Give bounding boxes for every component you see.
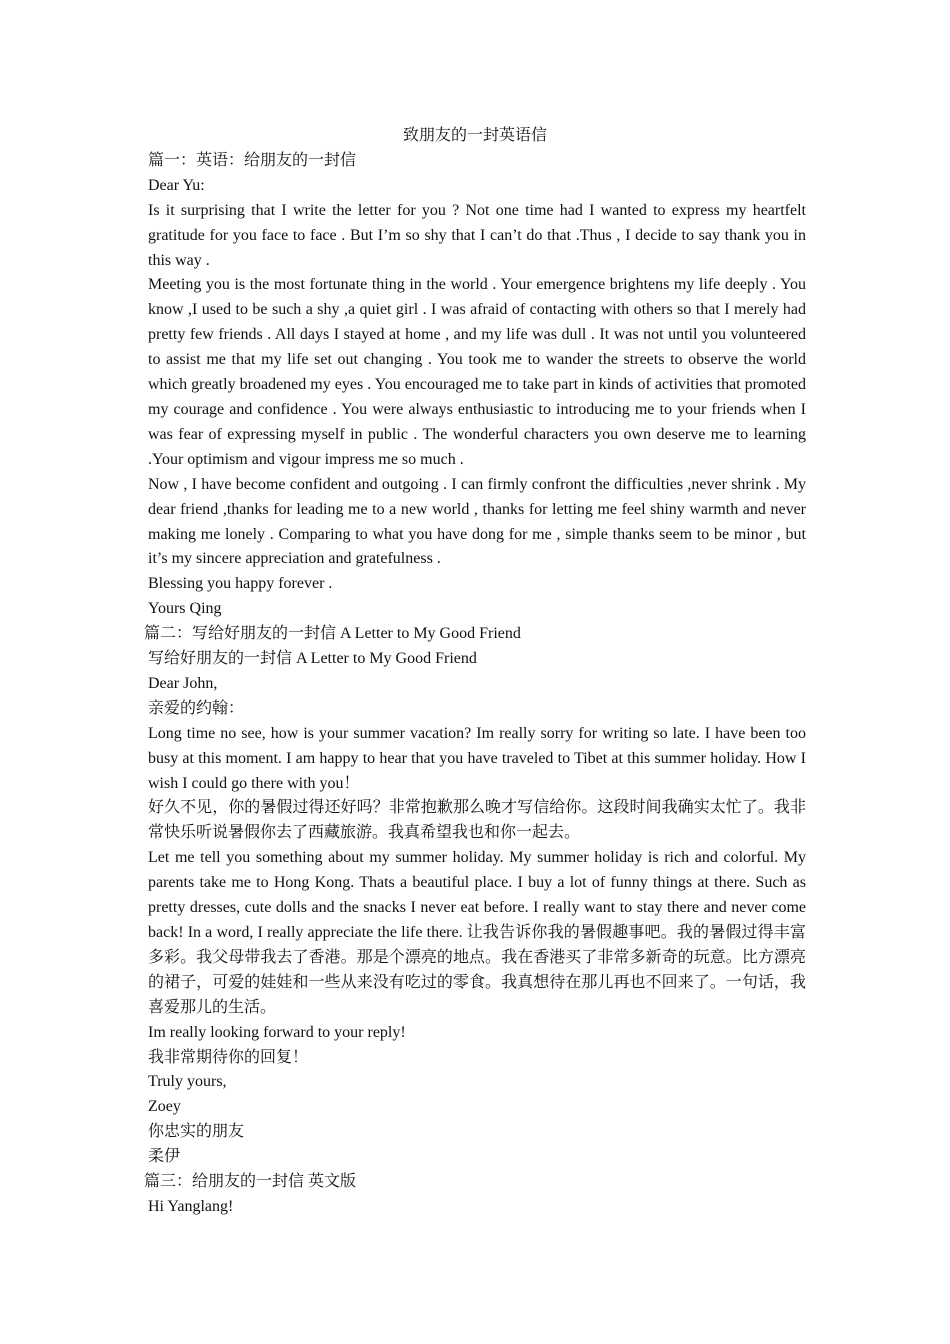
- body-line: Hi Yanglang!: [148, 1197, 234, 1215]
- body-line: Truly yours,: [148, 1073, 227, 1091]
- body-line: 亲爱的约翰：: [148, 699, 245, 717]
- body-line: 篇二：写给好朋友的一封信 A Letter to My Good Friend: [144, 625, 521, 643]
- body-line: Im really looking forward to your reply!: [148, 1023, 406, 1041]
- body-line: 我非常期待你的回复！: [148, 1048, 309, 1066]
- body-line: Zoey: [148, 1098, 181, 1116]
- body-line: 篇三：给朋友的一封信 英文版: [144, 1173, 357, 1191]
- body-line: 写给好朋友的一封信 A Letter to My Good Friend: [148, 650, 477, 668]
- body-line: 柔伊: [148, 1148, 181, 1166]
- body-paragraph: 好久不见，你的暑假过得还好吗？非常抱歉那么晚才写信给你。这段时间我确实太忙了。我非常快乐听说暑假你去了西藏旅游。我真希望我也和你一起去。: [148, 799, 806, 842]
- body-paragraph: Is it surprising that I write the letter for you ? Not one time had I wanted to express my heartfelt gratitude for you face to face . But I’m so shy that I can’t do that .Thus , I decide to say thank you in this way .: [148, 201, 806, 269]
- body-paragraph: Long time no see, how is your summer vacation? Im really sorry for writing so late. I have been too busy at this moment. I am happy to hear that you have traveled to Tibet at this summer holiday. How I wish I could go there with you！: [148, 724, 806, 792]
- body-line: 篇一：英语：给朋友的一封信: [148, 151, 357, 169]
- document-title: 致朋友的一封英语信: [402, 127, 547, 144]
- body-paragraph: Now , I have become confident and outgoing . I can firmly confront the difficulties ,never shrink . My dear friend ,thanks for leading me to a new world , thanks for letting me feel shiny warmth and never making me lonely . Comparing to what you have dong for me , simple thanks seem to be minor , but it’s my sincere appreciation and gratefulness .: [148, 475, 806, 568]
- body-line: Yours Qing: [148, 600, 222, 618]
- body-line: Dear John,: [148, 674, 218, 692]
- body-line: Dear Yu:: [148, 176, 205, 194]
- body-line: 你忠实的朋友: [148, 1123, 245, 1141]
- document-page: [144, 124, 806, 1220]
- body-line: Blessing you happy forever .: [148, 575, 333, 593]
- body-paragraph: Let me tell you something about my summer holiday. My summer holiday is rich and colorful. My parents take me to Hong Kong. Thats a beautiful place. I buy a lot of funny things at there. Such as pretty dresses, cute dolls and the snacks I never eat before. I really want to stay there and never come back! In a word, I really appreciate the life there. 让我告诉你我的暑假趣事吧。我的暑假过得丰富多彩。我父母带我去了香港。那是个漂亮的地点。我在香港买了非常多新奇的玩意。比方漂亮的裙子，可爱的娃娃和一些从来没有吃过的零食。我真想待在那儿再也不回来了。一句话，我喜爱那儿的生活。: [148, 849, 806, 1016]
- body-paragraph: Meeting you is the most fortunate thing in the world . Your emergence brightens my life deeply . You know ,I used to be such a shy ,a quiet girl . I was afraid of contacting with others so that I merely had pretty few friends . All days I stayed at home , and my life was dull . It was not until you volunteered to assist me that my life set out changing . You took me to wander the streets to observe the world which greatly broadened my eyes . You encouraged me to take part in kinds of activities that promoted my courage and confidence . You were always enthusiastic to introducing me to your friends when I was fear of expressing myself in public . The wonderful characters you own deserve me to learning .Your optimism and vigour impress me so much .: [148, 276, 806, 468]
- document-body: [144, 149, 806, 1220]
